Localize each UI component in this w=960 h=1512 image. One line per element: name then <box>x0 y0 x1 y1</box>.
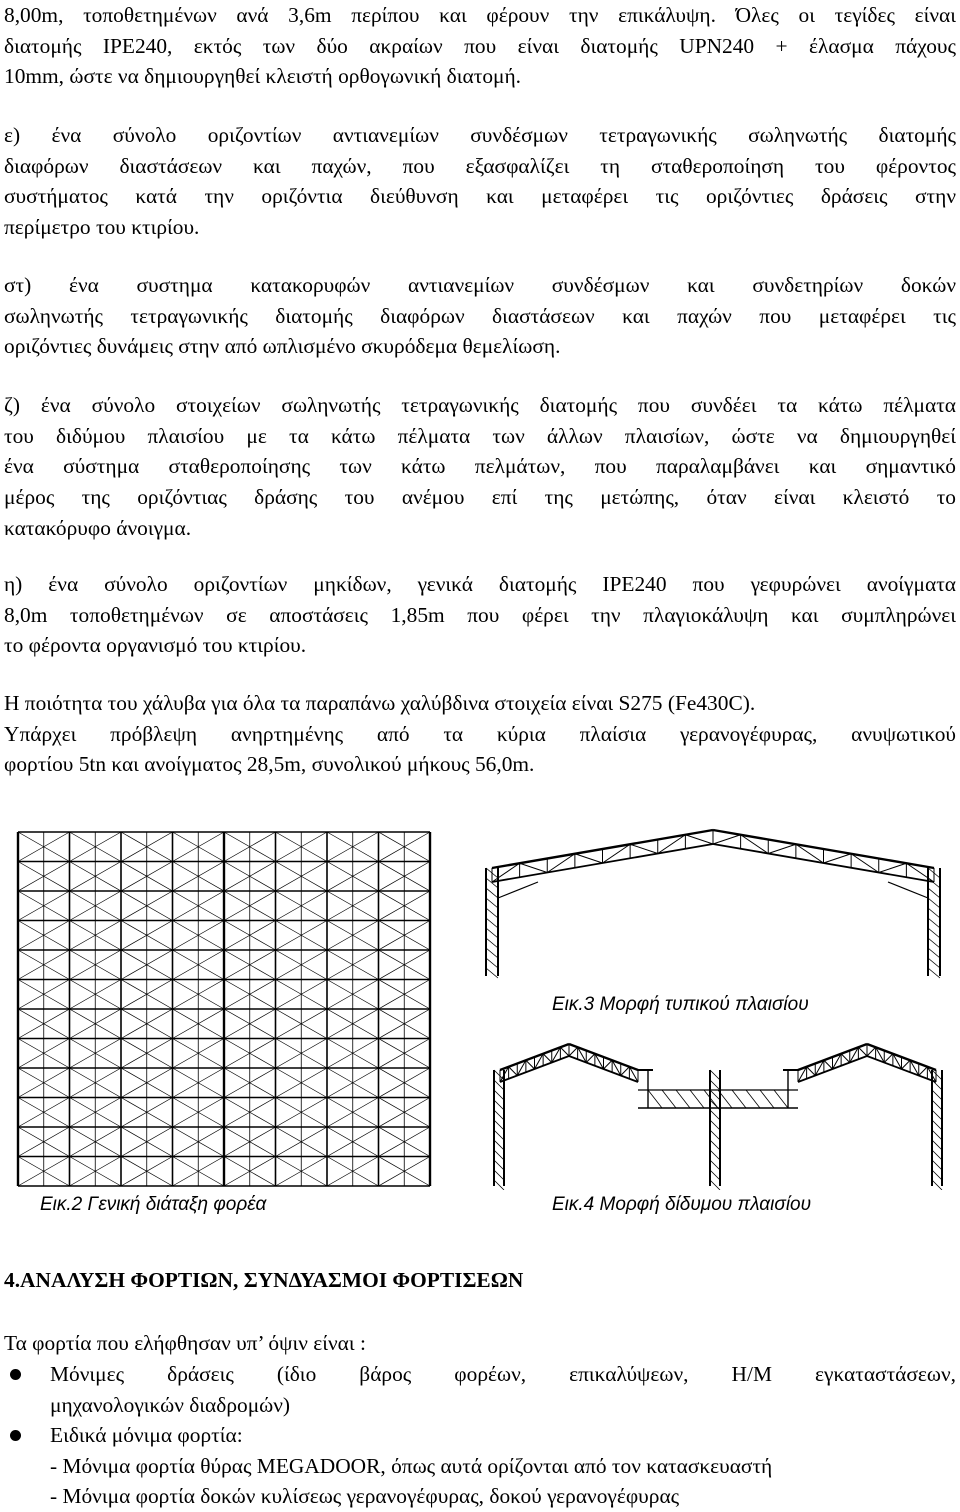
text-line: ένα σύστημα σταθεροποίησης των κάτω πελμάτων, που παραλαμβάνει και σημαντικό <box>4 454 956 479</box>
text-line: περίμετρο του κτιρίου. <box>4 215 200 240</box>
text-line: 10mm, ώστε να δημιουργηθεί κλειστή ορθογωνική διατομή. <box>4 64 522 89</box>
figure-4-caption: Εικ.4 Μορφή δίδυμου πλαισίου <box>552 1194 812 1215</box>
text-line: μέρος της οριζόντιας δράσης του ανέμου επί της μετώπης, όταν είναι κλειστό το <box>4 485 956 510</box>
text-line: του διδύμου πλαισίου με τα κάτω πέλματα των άλλων πλαισίων, ώστε να δημιουργηθεί <box>4 423 956 448</box>
text-line: το φέροντα οργανισμό του κτιρίου. <box>4 633 307 658</box>
text-line: 8,0m τοποθετημένων σε αποστάσεις 1,85m που φέρει την πλαγιοκάλυψη και συμπληρώνει <box>4 602 956 627</box>
figure-twin-frame <box>488 1030 948 1190</box>
text-line: κατακόρυφο άνοιγμα. <box>4 515 192 540</box>
figure-2-caption: Εικ.2 Γενική διάταξη φορέα <box>40 1194 267 1215</box>
text-line: η) ένα σύνολο οριζοντίων μηκίδων, γενικά διατομής IPE240 που γεφυρώνει ανοίγματα <box>4 572 956 596</box>
bullet-permanent-actions <box>50 1359 956 1420</box>
text-line: ζ) ένα σύνολο στοιχείων σωληνωτής τετραγωνικής διατομής που συνδέει τα κάτω πέλματα <box>4 393 956 417</box>
text-line: Ειδικά μόνιμα φορτία: <box>50 1423 243 1447</box>
bullet-icon <box>10 1430 21 1441</box>
figure-general-layout-plan <box>14 828 434 1190</box>
text-line: ε) ένα σύνολο οριζοντίων αντιανεμίων συνδέσμων τετραγωνικής σωληνωτής διατομής <box>4 123 956 147</box>
paragraph-purlins <box>4 0 956 92</box>
text-line: οριζόντιες δυνάμεις στην από ωπλισμένο σκυρόδεμα θεμελίωση. <box>4 334 561 359</box>
bullet-special-permanent-loads <box>50 1420 956 1512</box>
text-line: Υπάρχει πρόβλεψη ανηρτημένης από τα κύρια πλαίσια γερανογέφυρας, ανυψωτικού <box>4 721 956 746</box>
text-line: στ) ένα συστημα κατακορυφών αντιανεμίων συνδέσμων και συνδετηρίων δοκών <box>4 273 956 297</box>
section-intro: Τα φορτία που ελήφθησαν υπ’ όψιν είναι : <box>4 1331 366 1355</box>
paragraph-st <box>4 270 956 362</box>
paragraph-z <box>4 390 956 544</box>
text-line: - Μόνιμα φορτία δοκών κυλίσεως γερανογέφυρας, δοκού γερανογέφυρας <box>50 1484 680 1509</box>
text-line: φορτίου 5tn και ανοίγματος 28,5m, συνολικού μήκους 56,0m. <box>4 752 535 777</box>
text-line: σωληνωτής τετραγωνικής διατομής διαφόρων διαστάσεων και παχών που μεταφέρει τις <box>4 303 956 328</box>
paragraph-steel-quality <box>4 688 956 780</box>
text-line: συστήματος κατά την οριζόντια διεύθυνση και μεταφέρει τις οριζόντιες δράσεις στην <box>4 184 956 209</box>
text-line: Η ποιότητα του χάλυβα για όλα τα παραπάνω χαλύβδινα στοιχεία είναι S275 (Fe430C). <box>4 691 756 715</box>
paragraph-e <box>4 120 956 243</box>
figure-3-caption: Εικ.3 Μορφή τυπικού πλαισίου <box>552 994 809 1015</box>
text-line: μηχανολογικών διαδρομών) <box>50 1392 291 1417</box>
figure-typical-frame <box>478 820 948 980</box>
text-line: διατομής IPE240, εκτός των δύο ακραίων που είναι διατομής UPN240 + έλασμα πάχους <box>4 33 956 58</box>
text-line: 8,00m, τοποθετημένων ανά 3,6m περίπου και φέρουν την επικάλυψη. Όλες οι τεγίδες είναι <box>4 3 956 27</box>
paragraph-h <box>4 569 956 661</box>
text-line: - Μόνιμα φορτία θύρας MEGADOOR, όπως αυτά ορίζονται από τον κατασκευαστή <box>50 1453 773 1478</box>
text-line: διαφόρων διαστάσεων και παχών, που εξασφαλίζει τη σταθεροποίηση του φέροντος <box>4 153 956 178</box>
section-heading: 4.ΑΝΑΛΥΣΗ ΦΟΡΤΙΩΝ, ΣΥΝΔΥΑΣΜΟΙ ΦΟΡΤΙΣΕΩΝ <box>4 1268 524 1292</box>
text-line: Μόνιμες δράσεις (ίδιο βάρος φορέων, επικαλύψεων, Η/Μ εγκαταστάσεων, <box>50 1362 956 1386</box>
bullet-icon <box>10 1369 21 1380</box>
